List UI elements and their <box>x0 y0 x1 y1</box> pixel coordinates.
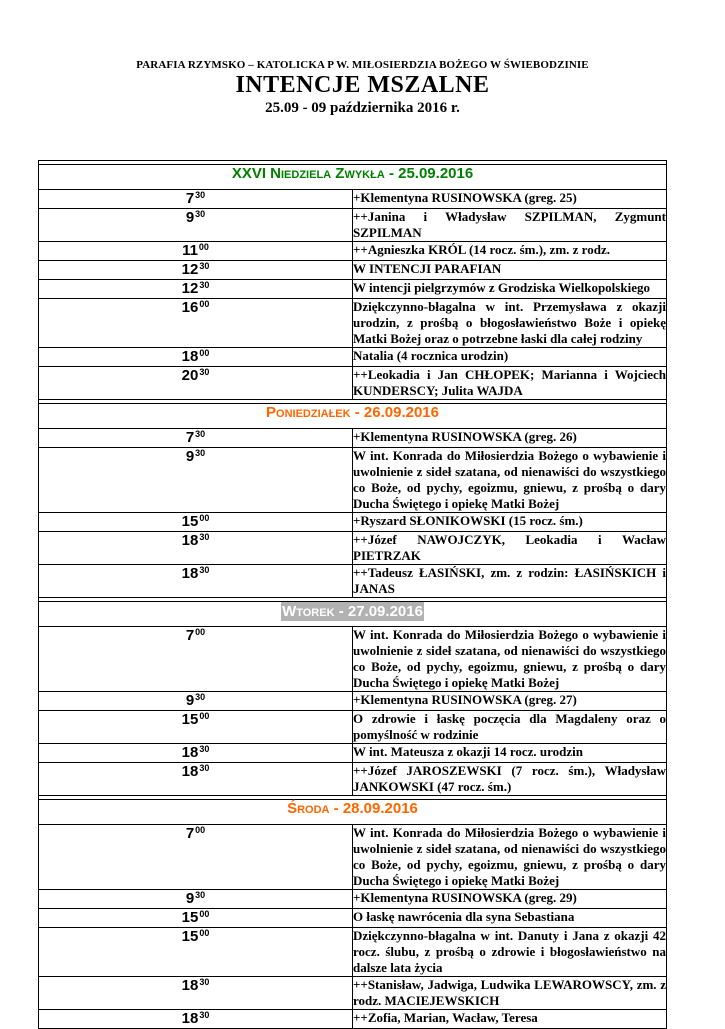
parish-name: PARAFIA RZYMSKO – KATOLICKA P W. MIŁOSIERDZIA BOŻEGO W ŚWIEBODZINIE <box>136 59 589 71</box>
mass-row <box>39 429 667 448</box>
mass-row <box>39 763 667 796</box>
mass-hour: 18 <box>181 763 199 780</box>
mass-intention: ++Tadeusz ŁASIŃSKI, zm. z rodzin: ŁASIŃSKICH i JANAS <box>353 565 666 596</box>
mass-row <box>39 448 667 513</box>
mass-minute: 30 <box>195 190 206 200</box>
mass-time <box>39 825 353 890</box>
mass-intention: W int. Konrada do Miłosierdzia Bożego o wybawienie i uwolnienie z sideł szatana, od nienawiści do wszystkiego co Boże, od pychy, egoizmu, gniewu, z prośbą o dary Ducha Świętego i opiekę Matki Bożej <box>353 448 666 511</box>
mass-hour: 7 <box>185 429 195 446</box>
mass-time <box>39 448 353 513</box>
mass-time <box>39 242 353 261</box>
mass-intention: ++Józef NAWOJCZYK, Leokadia i Wacław PIETRZAK <box>353 532 666 563</box>
mass-intention: O zdrowie i łaskę poczęcia dla Magdaleny oraz o pomyślność w rodzinie <box>353 711 666 742</box>
mass-time <box>39 890 353 909</box>
mass-time <box>39 1010 353 1029</box>
mass-intention: +Klementyna RUSINOWSKA (greg. 29) <box>353 890 667 909</box>
mass-hour: 15 <box>181 909 199 926</box>
mass-time <box>39 280 353 299</box>
mass-intention: Dziękczynno-błagalna w int. Przemysława z okazji urodzin, z prośbą o błogosławieństwo Boże i opiekę Matki Bożej oraz o potrzebne łaski dla całej rodziny <box>353 299 666 346</box>
mass-row <box>39 348 667 367</box>
mass-hour: 15 <box>181 928 199 945</box>
mass-time <box>39 744 353 763</box>
mass-time <box>39 513 353 532</box>
mass-row <box>39 977 667 1010</box>
mass-minute: 30 <box>199 261 210 271</box>
mass-row <box>39 367 667 400</box>
mass-minute: 30 <box>199 532 210 542</box>
mass-time <box>39 763 353 796</box>
day-heading-name: Niedziela Zwykła <box>270 165 385 182</box>
mass-hour: 12 <box>181 261 199 278</box>
date-range: 25.09 - 09 października 2016 r. <box>265 100 460 116</box>
mass-hour: 9 <box>185 692 195 709</box>
mass-row <box>39 209 667 242</box>
mass-hour: 18 <box>181 532 199 549</box>
mass-row <box>39 190 667 209</box>
mass-time <box>39 909 353 928</box>
day-heading-name: Poniedziałek <box>266 404 351 421</box>
mass-minute: 00 <box>199 711 210 721</box>
mass-minute: 30 <box>199 1010 210 1020</box>
mass-time <box>39 565 353 598</box>
mass-time <box>39 299 353 348</box>
mass-minute: 30 <box>199 744 210 754</box>
mass-intention: W int. Konrada do Miłosierdzia Bożego o wybawienie i uwolnienie z sideł szatana, od nienawiści do wszystkiego co Boże, od pychy, egoizmu, gniewu, z prośbą o dary Ducha Świętego i opiekę Matki Bożej <box>353 825 666 888</box>
mass-intention: W intencji pielgrzymów z Grodziska Wielkopolskiego <box>353 280 667 299</box>
mass-hour: 15 <box>181 711 199 728</box>
day-heading-date: - 25.09.2016 <box>384 165 474 182</box>
mass-time <box>39 261 353 280</box>
mass-minute: 00 <box>195 825 206 835</box>
mass-time <box>39 367 353 400</box>
mass-minute: 30 <box>195 890 206 900</box>
mass-minute: 30 <box>195 209 206 219</box>
mass-minute: 00 <box>199 909 210 919</box>
day-heading-name: Środa <box>287 800 330 817</box>
mass-hour: 11 <box>182 242 198 259</box>
mass-row <box>39 909 667 928</box>
day-heading-row <box>39 602 667 627</box>
mass-time <box>39 692 353 711</box>
mass-row <box>39 692 667 711</box>
mass-hour: 18 <box>181 1010 199 1027</box>
mass-time <box>39 532 353 565</box>
mass-intention: ++Leokadia i Jan CHŁOPEK; Marianna i Wojciech KUNDERSCY; Julita WAJDA <box>353 367 666 398</box>
mass-time <box>39 977 353 1010</box>
mass-minute: 00 <box>199 513 210 523</box>
mass-time <box>39 190 353 209</box>
day-heading <box>39 800 667 825</box>
mass-row <box>39 744 667 763</box>
mass-row <box>39 261 667 280</box>
mass-minute: 30 <box>199 763 210 773</box>
mass-time <box>39 429 353 448</box>
mass-hour: 12 <box>181 280 199 297</box>
mass-time <box>39 711 353 744</box>
mass-minute: 30 <box>195 448 206 458</box>
mass-row <box>39 280 667 299</box>
mass-intention: W int. Konrada do Miłosierdzia Bożego o wybawienie i uwolnienie z sideł szatana, od nienawiści do wszystkiego co Boże, od pychy, egoizmu, gniewu, z prośbą o dary Ducha Świętego i opiekę Matki Bożej <box>353 627 666 690</box>
mass-minute: 30 <box>195 429 206 439</box>
mass-intention: Dziękczynno-błagalna w int. Danuty i Jana z okazji 42 rocz. ślubu, z prośbą o zdrowie i błogosławieństwo na dalsze lata życia <box>353 928 666 975</box>
mass-minute: 00 <box>198 242 209 252</box>
mass-row <box>39 627 667 692</box>
mass-intention: W int. Mateusza z okazji 14 rocz. urodzin <box>353 744 667 763</box>
mass-hour: 20 <box>181 367 199 384</box>
mass-minute: 30 <box>199 565 210 575</box>
mass-hour: 18 <box>181 977 199 994</box>
day-heading-row <box>39 404 667 429</box>
mass-intention: Natalia (4 rocznica urodzin) <box>353 348 667 367</box>
mass-minute: 30 <box>195 692 206 702</box>
mass-minute: 00 <box>195 627 206 637</box>
day-heading-highlight <box>281 602 424 621</box>
mass-row <box>39 711 667 744</box>
day-heading-date: - 27.09.2016 <box>334 603 423 620</box>
mass-row <box>39 1010 667 1029</box>
mass-hour: 7 <box>185 825 195 842</box>
mass-intention: ++Janina i Władysław SZPILMAN, Zygmunt SZPILMAN <box>353 209 666 240</box>
mass-hour: 9 <box>185 209 195 226</box>
mass-hour: 18 <box>181 744 199 761</box>
mass-intentions-table <box>38 160 667 1029</box>
day-heading <box>39 165 667 190</box>
mass-minute: 30 <box>199 280 210 290</box>
day-heading <box>39 404 667 429</box>
mass-row <box>39 928 667 977</box>
mass-intention: ++Józef JAROSZEWSKI (7 rocz. śm.), Władysław JANKOWSKI (47 rocz. śm.) <box>353 763 666 794</box>
day-heading-date: - 26.09.2016 <box>350 404 439 421</box>
mass-hour: 15 <box>181 513 199 530</box>
day-heading-row <box>39 165 667 190</box>
mass-intention: W INTENCJI PARAFIAN <box>353 261 667 280</box>
mass-minute: 30 <box>199 977 210 987</box>
mass-row <box>39 890 667 909</box>
day-heading-row <box>39 800 667 825</box>
mass-row <box>39 532 667 565</box>
mass-hour: 7 <box>185 190 195 207</box>
mass-hour: 9 <box>185 890 195 907</box>
mass-minute: 00 <box>199 299 210 309</box>
mass-minute: 00 <box>199 928 210 938</box>
mass-intention: +Klementyna RUSINOWSKA (greg. 25) <box>353 190 667 209</box>
mass-hour: 16 <box>181 299 199 316</box>
day-heading-prefix: XXVI <box>231 165 271 182</box>
mass-row <box>39 565 667 598</box>
mass-row <box>39 242 667 261</box>
mass-hour: 18 <box>181 565 199 582</box>
mass-time <box>39 928 353 977</box>
mass-intention: +Ryszard SŁONIKOWSKI (15 rocz. śm.) <box>353 513 667 532</box>
mass-time <box>39 348 353 367</box>
mass-hour: 18 <box>181 348 199 365</box>
mass-time <box>39 627 353 692</box>
mass-intention: O łaskę nawrócenia dla syna Sebastiana <box>353 909 667 928</box>
page-title: INTENCJE MSZALNE <box>235 72 490 98</box>
mass-hour: 9 <box>185 448 195 465</box>
mass-minute: 30 <box>199 367 210 377</box>
mass-time <box>39 209 353 242</box>
day-heading-name: Wtorek <box>282 603 335 620</box>
mass-intention: ++Agnieszka KRÓL (14 rocz. śm.), zm. z rodz. <box>353 242 667 261</box>
mass-row <box>39 513 667 532</box>
mass-hour: 7 <box>185 627 195 644</box>
day-heading <box>39 602 667 627</box>
mass-row <box>39 299 667 348</box>
mass-intention: +Klementyna RUSINOWSKA (greg. 27) <box>353 692 667 711</box>
mass-intention: +Klementyna RUSINOWSKA (greg. 26) <box>353 429 667 448</box>
mass-minute: 00 <box>199 348 210 358</box>
mass-intention: ++Stanisław, Jadwiga, Ludwika LEWAROWSCY, zm. z rodz. MACIEJEWSKICH <box>353 977 666 1008</box>
mass-intention: ++Zofia, Marian, Wacław, Teresa <box>353 1010 667 1029</box>
mass-row <box>39 825 667 890</box>
day-heading-date: - 28.09.2016 <box>329 800 418 817</box>
